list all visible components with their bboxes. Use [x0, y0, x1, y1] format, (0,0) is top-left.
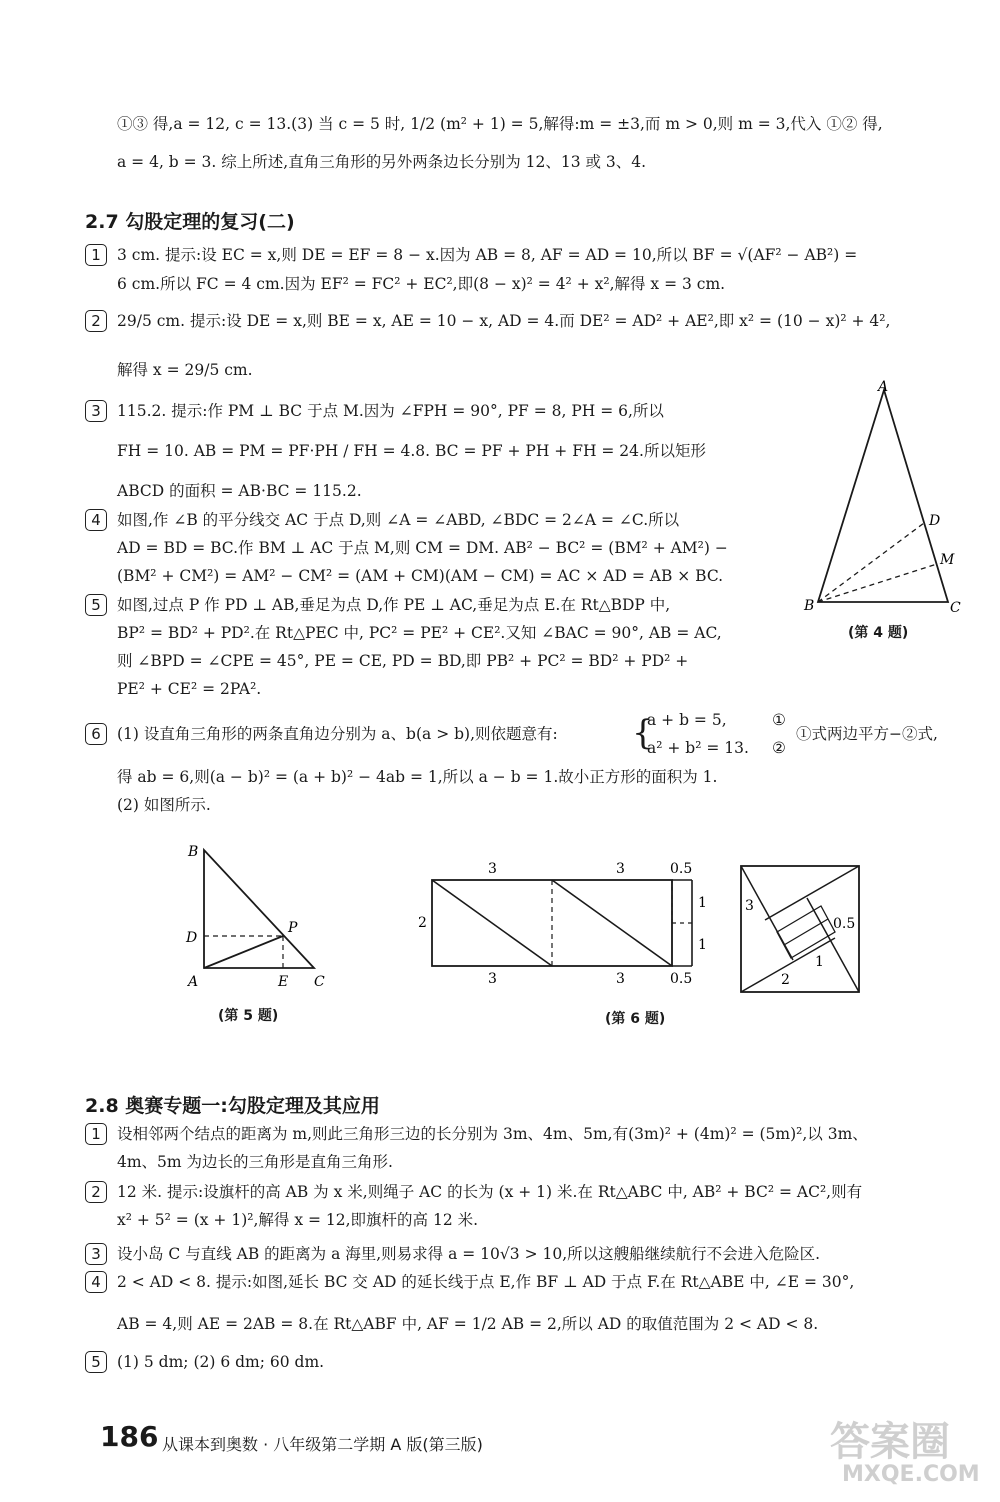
fig4-label-c: C	[950, 600, 961, 616]
q28-2-line-2: x² + 5² = (x + 1)²,解得 x = 12,即旗杆的高 12 米.	[117, 1211, 479, 1229]
fig6-label-bot-3b: 3	[616, 971, 625, 987]
fig4-label-a: A	[878, 380, 889, 395]
fig5-label-p: P	[288, 920, 298, 936]
question-number-badge: 4	[85, 509, 107, 531]
book-title-footer: 从课本到奥数 · 八年级第二学期 A 版(第三版)	[162, 1435, 483, 1454]
question-number-badge: 1	[85, 1123, 107, 1145]
figure-6-square-dissection	[735, 860, 870, 1000]
fig6-label-top-3b: 3	[616, 861, 625, 877]
section-title-2-8: 2.8 奥赛专题一:勾股定理及其应用	[85, 1095, 380, 1117]
q27-3-line-3: ABCD 的面积 = AB·BC = 115.2.	[117, 482, 362, 500]
q27-6-line-2: 得 ab = 6,则(a − b)² = (a + b)² − 4ab = 1,所以 a − b = 1.故小正方形的面积为 1.	[117, 768, 718, 786]
q28-5-line-1: (1) 5 dm; (2) 6 dm; 60 dm.	[117, 1353, 325, 1371]
top-line-1: ①③ 得,a = 12, c = 13.(3) 当 c = 5 时, 1/2 (m² + 1) = 5,解得:m = ±3,而 m > 0,则 m = 3,代入 ①② 得,	[117, 115, 883, 133]
question-number-badge: 2	[85, 1181, 107, 1203]
equation-mark-2: ②	[772, 739, 786, 757]
q28-4-line-1: 2 < AD < 8. 提示:如图,延长 BC 交 AD 的延长线于点 E,作 BF ⊥ AD 于点 F.在 Rt△ABE 中, ∠E = 30°,	[117, 1273, 855, 1291]
q27-6-line-3: (2) 如图所示.	[117, 796, 211, 814]
fig6-sq-label-3: 3	[745, 898, 754, 914]
q27-4-line-1: 如图,作 ∠B 的平分线交 AC 于点 D,则 ∠A = ∠ABD, ∠BDC = 2∠A = ∠C.所以	[117, 511, 680, 529]
equation-system-line-1: a + b = 5,	[647, 711, 727, 729]
figure-4-caption: (第 4 题)	[848, 625, 909, 641]
page-number: 186	[100, 1420, 159, 1453]
q27-6-line-1b: ①式两边平方−②式,	[796, 725, 938, 743]
question-number-badge: 3	[85, 1243, 107, 1265]
q28-1-line-2: 4m、5m 为边长的三角形是直角三角形.	[117, 1153, 393, 1171]
fig4-label-d: D	[929, 513, 941, 529]
fig5-label-a: A	[188, 974, 199, 990]
fig6-label-bot-05: 0.5	[670, 971, 693, 987]
fig6-sq-label-2: 2	[781, 972, 790, 988]
q28-3-line-1: 设小岛 C 与直线 AB 的距离为 a 海里,则易求得 a = 10√3 > 10,所以这艘船继续航行不会进入危险区.	[117, 1245, 821, 1263]
fig6-sq-label-05: 0.5	[833, 916, 856, 932]
fig6-label-top-3a: 3	[488, 861, 497, 877]
fig6-label-top-05: 0.5	[670, 861, 693, 877]
watermark-url: MXQE.COM	[842, 1462, 980, 1487]
section-title-2-7: 2.7 勾股定理的复习(二)	[85, 211, 295, 233]
q27-4-line-2: AD = BD = BC.作 BM ⊥ AC 于点 M,则 CM = DM. AB² − BC² = (BM² + AM²) −	[117, 539, 728, 557]
q27-2-line-2: 解得 x = 29/5 cm.	[117, 361, 253, 379]
equation-mark-1: ①	[772, 711, 786, 729]
figure-5-right-triangle	[180, 840, 340, 1000]
q27-5-line-1: 如图,过点 P 作 PD ⊥ AB,垂足为点 D,作 PE ⊥ AC,垂足为点 E.在 Rt△BDP 中,	[117, 596, 671, 614]
q28-2-line-1: 12 米. 提示:设旗杆的高 AB 为 x 米,则绳子 AC 的长为 (x + 1) 米.在 Rt△ABC 中, AB² + BC² = AC²,则有	[117, 1183, 863, 1201]
fig4-label-m: M	[940, 552, 955, 568]
q27-2-line-1: 29/5 cm. 提示:设 DE = x,则 BE = x, AE = 10 − x, AD = 4.而 DE² = AD² + AE²,即 x² = (10 − x)² + 4²,	[117, 312, 891, 330]
q27-5-line-4: PE² + CE² = 2PA².	[117, 680, 262, 698]
question-number-badge: 1	[85, 244, 107, 266]
fig6-label-bot-3a: 3	[488, 971, 497, 987]
q28-4-line-2: AB = 4,则 AE = 2AB = 8.在 Rt△ABF 中, AF = 1/2 AB = 2,所以 AD 的取值范围为 2 < AD < 8.	[117, 1315, 819, 1333]
fig6-label-right-1a: 1	[698, 895, 707, 911]
fig5-label-b: B	[188, 844, 199, 860]
q28-1-line-1: 设相邻两个结点的距离为 m,则此三角形三边的长分别为 3m、4m、5m,有(3m)² + (4m)² = (5m)²,以 3m、	[117, 1125, 868, 1143]
fig6-label-left-2: 2	[418, 915, 427, 931]
fig6-sq-label-1: 1	[815, 954, 824, 970]
q27-3-line-1: 115.2. 提示:作 PM ⊥ BC 于点 M.因为 ∠FPH = 90°, PF = 8, PH = 6,所以	[117, 402, 664, 420]
fig6-label-right-1b: 1	[698, 937, 707, 953]
watermark-logo: 答案圈	[830, 1419, 950, 1465]
question-number-badge: 5	[85, 594, 107, 616]
question-number-badge: 4	[85, 1271, 107, 1293]
question-number-badge: 5	[85, 1351, 107, 1373]
figure-6-caption: (第 6 题)	[605, 1011, 666, 1027]
equation-system-line-2: a² + b² = 13.	[647, 739, 749, 757]
q27-6-line-1: (1) 设直角三角形的两条直角边分别为 a、b(a > b),则依题意有:	[117, 725, 558, 743]
question-number-badge: 2	[85, 310, 107, 332]
figure-5-caption: (第 5 题)	[218, 1008, 279, 1024]
question-number-badge: 6	[85, 723, 107, 745]
q27-3-line-2: FH = 10. AB = PM = PF·PH / FH = 4.8. BC = PF + PH + FH = 24.所以矩形	[117, 442, 706, 460]
figure-4-isosceles-triangle	[800, 380, 980, 620]
q27-5-line-2: BP² = BD² + PD².在 Rt△PEC 中, PC² = PE² + CE².又知 ∠BAC = 90°, AB = AC,	[117, 624, 722, 642]
fig5-label-c: C	[314, 974, 325, 990]
fig5-label-e: E	[278, 974, 289, 990]
figure-6-rectangle-dissection	[410, 855, 710, 990]
q27-5-line-3: 则 ∠BPD = ∠CPE = 45°, PE = CE, PD = BD,即 PB² + PC² = BD² + PD² +	[117, 652, 689, 670]
q27-4-line-3: (BM² + CM²) = AM² − CM² = (AM + CM)(AM − CM) = AC × AD = AB × BC.	[117, 567, 724, 585]
q27-1-line-2: 6 cm.所以 FC = 4 cm.因为 EF² = FC² + EC²,即(8 − x)² = 4² + x²,解得 x = 3 cm.	[117, 275, 726, 293]
question-number-badge: 3	[85, 400, 107, 422]
top-line-2: a = 4, b = 3. 综上所述,直角三角形的另外两条边长分别为 12、13 或 3、4.	[117, 153, 647, 171]
fig5-label-d: D	[186, 930, 198, 946]
equation-system-brace: {	[632, 713, 654, 753]
fig4-label-b: B	[804, 598, 815, 614]
q27-1-line-1: 3 cm. 提示:设 EC = x,则 DE = EF = 8 − x.因为 AB = 8, AF = AD = 10,所以 BF = √(AF² − AB²) =	[117, 246, 858, 264]
